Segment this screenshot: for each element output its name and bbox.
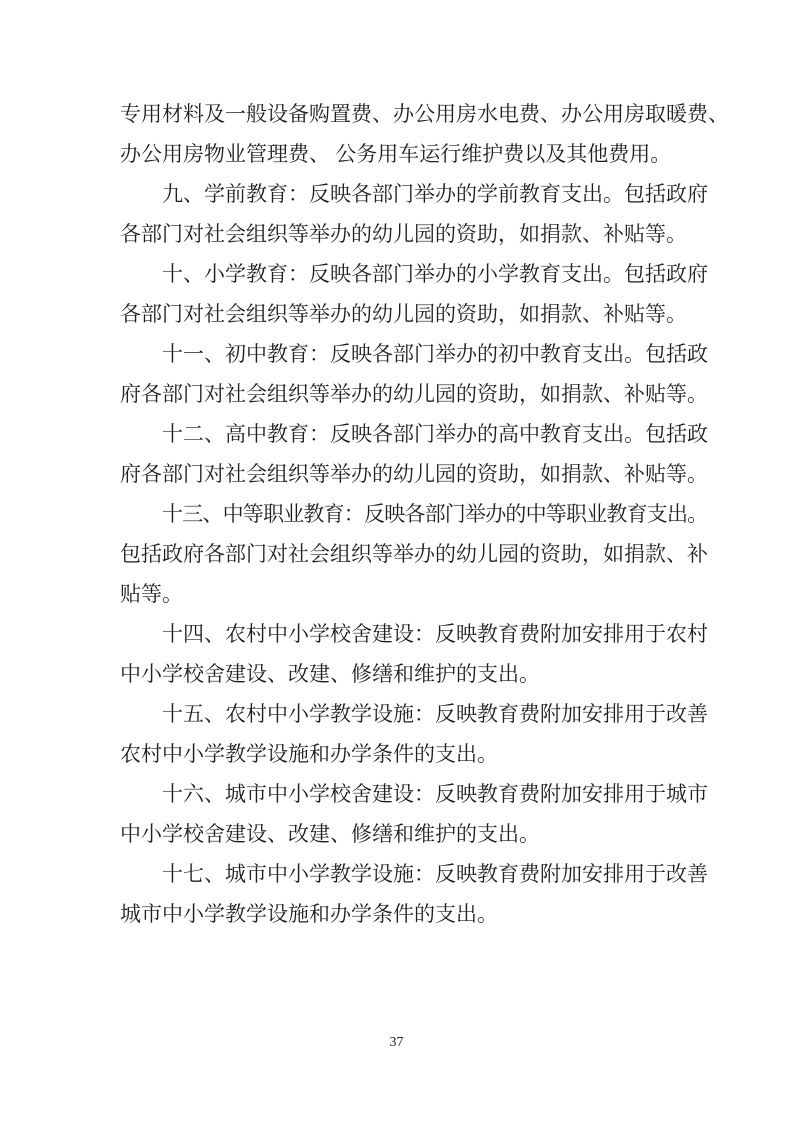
text-line: 十四、农村中小学校舍建设：反映教育费附加安排用于农村: [162, 622, 708, 646]
text-line: 贴等。: [120, 582, 183, 606]
text-line: 中小学校舍建设、改建、修缮和维护的支出。: [120, 822, 540, 846]
text-line: 各部门对社会组织等举办的幼儿园的资助，如捐款、补贴等。: [120, 222, 687, 246]
text-line: 办公用房物业管理费、 公务用车运行维护费以及其他费用。: [120, 142, 672, 166]
text-line: 农村中小学教学设施和办学条件的支出。: [120, 742, 498, 766]
document-body: [120, 94, 729, 934]
text-line: 中小学校舍建设、改建、修缮和维护的支出。: [120, 662, 540, 686]
text-line: 专用材料及一般设备购置费、办公用房水电费、办公用房取暖费、: [120, 102, 729, 126]
text-line: 府各部门对社会组织等举办的幼儿园的资助，如捐款、补贴等。: [120, 462, 708, 486]
text-line: 包括政府各部门对社会组织等举办的幼儿园的资助，如捐款、补: [120, 542, 708, 566]
text-line: 十七、城市中小学教学设施：反映教育费附加安排用于改善: [162, 862, 708, 886]
text-line: 十三、中等职业教育：反映各部门举办的中等职业教育支出。: [162, 502, 708, 526]
text-line: 各部门对社会组织等举办的幼儿园的资助，如捐款、补贴等。: [120, 302, 687, 326]
text-line: 城市中小学教学设施和办学条件的支出。: [120, 902, 498, 926]
text-line: 府各部门对社会组织等举办的幼儿园的资助，如捐款、补贴等。: [120, 382, 708, 406]
text-line: 十五、农村中小学教学设施：反映教育费附加安排用于改善: [162, 702, 708, 726]
text-line: 十、小学教育：反映各部门举办的小学教育支出。包括政府: [162, 262, 708, 286]
text-line: 十一、初中教育：反映各部门举办的初中教育支出。包括政: [162, 342, 708, 366]
text-line: 十六、城市中小学校舍建设：反映教育费附加安排用于城市: [162, 782, 708, 806]
text-line: 九、学前教育：反映各部门举办的学前教育支出。包括政府: [162, 182, 708, 206]
page-number: 37: [389, 1035, 404, 1050]
text-line: 十二、高中教育：反映各部门举办的高中教育支出。包括政: [162, 422, 708, 446]
